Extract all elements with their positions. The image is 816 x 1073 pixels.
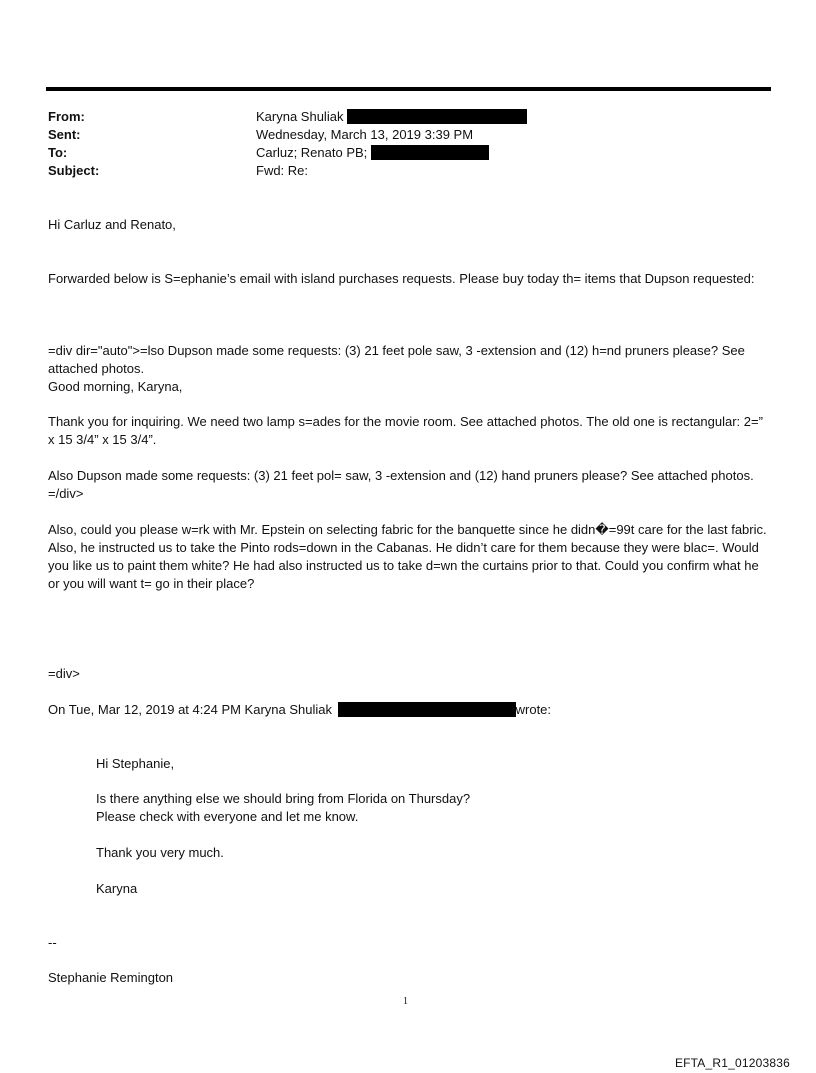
- quoted-line-2: Please check with everyone and let me know.: [96, 809, 359, 824]
- body-paragraph-2: [48, 342, 770, 396]
- sent-label: Sent:: [48, 127, 81, 142]
- quoted-thanks: Thank you very much.: [96, 845, 224, 860]
- quoted-greeting: Hi Stephanie,: [96, 756, 175, 771]
- from-value: [256, 108, 527, 126]
- reply-attribution: [48, 701, 770, 719]
- body-paragraph-2-line-1: =div dir="auto">=lso Dupson made some requests: (3) 21 feet pole saw, 3 -extension and (12) h=nd pruners please? See attached photos.: [48, 343, 745, 376]
- redaction-bar: [338, 702, 516, 717]
- div-close-text: =div>: [48, 666, 80, 681]
- reply-attribution-suffix: wrote:: [515, 702, 552, 717]
- body-paragraph-1: Forwarded below is S=ephanie’s email with island purchases requests. Please buy today th= items that Dupson requested:: [48, 271, 755, 286]
- signature-separator: --: [48, 935, 57, 950]
- to-value: [256, 144, 489, 162]
- subject-value: Fwd: Re:: [256, 163, 309, 178]
- redaction-bar: [347, 109, 527, 124]
- subject-label: Subject:: [48, 163, 100, 178]
- page-number: 1: [403, 996, 408, 1007]
- body-paragraph-4: Also Dupson made some requests: (3) 21 feet pol= saw, 3 -extension and (12) hand pruners please? See attached photos. =/div>: [48, 468, 754, 501]
- body-paragraph-5: Also, could you please w=rk with Mr. Epstein on selecting fabric for the banquette since he didn�=99t care for the last fabric. Also, he instructed us to take the Pinto rods=down in the Cabanas. He didn’t care for them because they were blac=. Would you like us to paint them white? He had also instructed us to take d=wn the curtains prior to that. Could you confirm what he or you will want t= go in their place?: [48, 522, 767, 591]
- header-rule: [46, 87, 771, 91]
- body-greeting: Hi Carluz and Renato,: [48, 217, 176, 232]
- body-paragraph-2-line-2: Good morning, Karyna,: [48, 379, 183, 394]
- quoted-signoff: Karyna: [96, 881, 138, 896]
- body-paragraph-3: Thank you for inquiring. We need two lamp s=ades for the movie room. See attached photos. The old one is rectangular: 2=” x 15 3/4” x 15 3/4”.: [48, 414, 763, 447]
- document-id: EFTA_R1_01203836: [674, 1056, 790, 1070]
- quoted-line-1: Is there anything else we should bring from Florida on Thursday?: [96, 791, 471, 806]
- redaction-bar: [371, 145, 489, 160]
- reply-attribution-prefix: On Tue, Mar 12, 2019 at 4:24 PM Karyna Shuliak: [48, 702, 332, 717]
- from-name: Karyna Shuliak: [256, 109, 344, 124]
- to-names: Carluz; Renato PB;: [256, 145, 368, 160]
- sent-value: Wednesday, March 13, 2019 3:39 PM: [256, 127, 474, 142]
- from-label: From:: [48, 109, 85, 124]
- to-label: To:: [48, 145, 68, 160]
- signature-name: Stephanie Remington: [48, 970, 174, 985]
